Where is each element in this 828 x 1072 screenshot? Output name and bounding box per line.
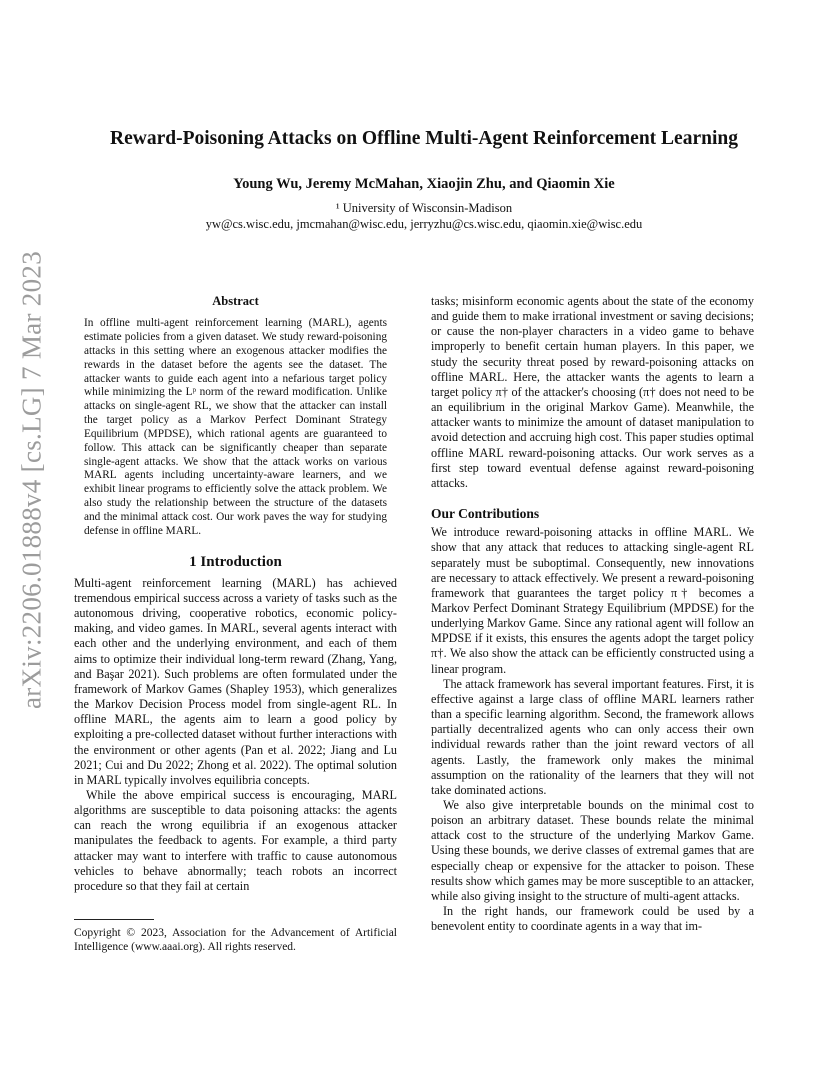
- intro-paragraph-1: Multi-agent reinforcement learning (MARL) has achieved tremendous empirical success across a variety of tasks such as the autonomous driving, cooperative robotics, economic policy-making, and video games. In MARL, several agents interact with each other and the underlying environment, and each of them aims to optimize their individual long-term reward (Zhang, Yang, and Başar 2021). Such problems are often formulated under the framework of Markov Games (Shapley 1953), which generalizes the Markov Decision Process model from single-agent RL. In offline MARL, the agents aim to learn a good policy by exploiting a pre-collected dataset without further interactions with the environment or other agents (Pan et al. 2022; Jiang and Lu 2021; Cui and Du 2022; Zhong et al. 2022). The optimal solution in MARL typically involves equilibria concepts.: [74, 575, 397, 787]
- contributions-paragraph-3: We also give interpretable bounds on the minimal cost to poison an arbitrary dataset. These bounds relate the minimal attack cost to the structure of the underlying Markov Game. Using these bounds, we derive classes of extremal games that are especially cheap or expensive for the attacker to poison. These results show which games may be more susceptible to an attacker, while also giving insight to the structure of multi-agent attacks.: [431, 798, 754, 903]
- paper-title: Reward-Poisoning Attacks on Offline Multi-Agent Reinforcement Learning: [110, 128, 738, 149]
- intro-paragraph-continued: tasks; misinform economic agents about the state of the economy and guide them to make irrational investment or saving decisions; or cause the non-player characters in a video game to behave improperly to benefit certain human players. In this paper, we study the security threat posed by reward-poisoning attacks on offline MARL. Here, the attacker wants the agents to learn a target policy π† of the attacker's choosing (π† does not need to be an equilibrium in the original Markov Game). Meanwhile, the attacker wants to minimize the amount of dataset manipulation to avoid detection and accruing high cost. This paper studies optimal offline MARL reward-poisoning attacks. Our work serves as a first step toward eventual defense against reward-poisoning attacks.: [431, 294, 754, 490]
- copyright-notice: Copyright © 2023, Association for the Advancement of Artificial Intelligence (www.aaai.org). All rights reserved.: [74, 927, 397, 953]
- abstract-heading: Abstract: [212, 294, 259, 308]
- arxiv-stamp-text: arXiv:2206.01888v4 [cs.LG] 7 Mar 2023: [16, 250, 47, 710]
- footnote-rule: [74, 919, 154, 920]
- contributions-paragraph-2: The attack framework has several important features. First, it is effective against a large class of offline MARL learners rather than a specific learning algorithm. Second, the framework allows partially decentralized agents who can only access their own individual rewards rather than the joint reward vectors of all agents. Lastly, the framework only makes the minimal assumption on the rationality of the learners that they will not take dominated actions.: [431, 676, 754, 797]
- arxiv-stamp: [16, 250, 48, 710]
- contributions-paragraph-1: We introduce reward-poisoning attacks in offline MARL. We show that any attack that reduces to attacking single-agent RL separately must be suboptimal. Consequently, new innovations are necessary to attack effectively. We present a reward-poisoning framework that guarantees the target policy π† becomes a Markov Perfect Dominant Strategy Equilibrium (MPDSE) for the underlying Markov Game. Since any rational agent will follow an MPDSE if it exists, this ensures the agents adopt the target policy π†. We also show the attack can be efficiently constructed using a linear program.: [431, 525, 754, 676]
- intro-paragraph-2: While the above empirical success is encouraging, MARL algorithms are susceptible to data poisoning attacks: the agents can reach the wrong equilibria if an exogenous attacker manipulates the feedback to agents. For example, a third party attacker may want to interfere with traffic to cause autonomous vehicles to behave abnormally; teach robots an incorrect procedure so that they fail at certain: [74, 788, 397, 893]
- contributions-paragraph-4: In the right hands, our framework could be used by a benevolent entity to coordinate agents in a way that im-: [431, 904, 754, 934]
- author-emails: yw@cs.wisc.edu, jmcmahan@wisc.edu, jerryzhu@cs.wisc.edu, qiaomin.xie@wisc.edu: [205, 217, 643, 231]
- contributions-heading: Our Contributions: [431, 506, 540, 522]
- left-column: [74, 294, 397, 894]
- abstract-text: In offline multi-agent reinforcement learning (MARL), agents estimate policies from a given dataset. We study reward-poisoning attacks in this setting where an exogenous attacker modifies the rewards in the dataset before the agents see the dataset. The attacker wants to guide each agent into a nefarious target policy while minimizing the Lᵖ norm of the reward modification. Unlike attacks on single-agent RL, we show that the attacker can install the target policy as a Markov Perfect Dominant Strategy Equilibrium (MPDSE), which rational agents are guaranteed to follow. This attack can be significantly cheaper than separate single-agent attacks. We show that the attack works on various MARL agents including uncertainty-aware learners, and we exhibit linear programs to efficiently solve the attack problem. We also study the relationship between the structure of the datasets and the minimal attack cost. Our work paves the way for studying defense in offline MARL.: [84, 317, 387, 537]
- affiliation: ¹ University of Wisconsin-Madison: [335, 201, 513, 215]
- right-column: [431, 294, 754, 934]
- introduction-heading: 1 Introduction: [189, 553, 282, 570]
- author-list: Young Wu, Jeremy McMahan, Xiaojin Zhu, and Qiaomin Xie: [233, 176, 615, 192]
